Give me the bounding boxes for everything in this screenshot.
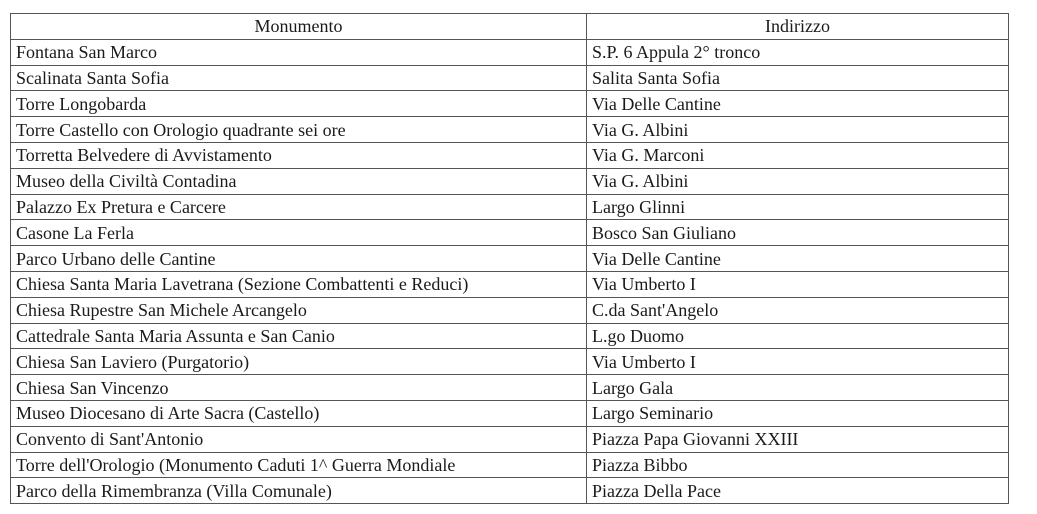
address-cell: Salita Santa Sofia — [587, 65, 1009, 91]
address-cell: C.da Sant'Angelo — [587, 297, 1009, 323]
address-cell: Via Delle Cantine — [587, 246, 1009, 272]
table-body — [11, 39, 1009, 503]
monument-cell: Chiesa San Laviero (Purgatorio) — [11, 349, 587, 375]
monument-cell: Parco della Rimembranza (Villa Comunale) — [11, 478, 587, 504]
monument-cell: Torre Castello con Orologio quadrante sei ore — [11, 117, 587, 143]
table-row — [11, 91, 1009, 117]
address-cell: Via Umberto I — [587, 349, 1009, 375]
monument-cell: Parco Urbano delle Cantine — [11, 246, 587, 272]
monument-cell: Museo della Civiltà Contadina — [11, 168, 587, 194]
monument-cell: Museo Diocesano di Arte Sacra (Castello) — [11, 400, 587, 426]
monuments-table-container — [10, 13, 1008, 504]
table-row — [11, 400, 1009, 426]
monument-cell: Torre Longobarda — [11, 91, 587, 117]
address-cell: Piazza Bibbo — [587, 452, 1009, 478]
monument-cell: Chiesa Santa Maria Lavetrana (Sezione Combattenti e Reduci) — [11, 271, 587, 297]
table-row — [11, 142, 1009, 168]
header-address: Indirizzo — [587, 14, 1009, 40]
address-cell: Largo Gala — [587, 375, 1009, 401]
table-row — [11, 194, 1009, 220]
table-row — [11, 452, 1009, 478]
table-row — [11, 117, 1009, 143]
address-cell: Piazza Della Pace — [587, 478, 1009, 504]
monument-cell: Palazzo Ex Pretura e Carcere — [11, 194, 587, 220]
table-header-row — [11, 14, 1009, 40]
table-row — [11, 297, 1009, 323]
table-row — [11, 426, 1009, 452]
address-cell: Via G. Albini — [587, 117, 1009, 143]
header-monument: Monumento — [11, 14, 587, 40]
monument-cell: Cattedrale Santa Maria Assunta e San Canio — [11, 323, 587, 349]
address-cell: Bosco San Giuliano — [587, 220, 1009, 246]
table-row — [11, 246, 1009, 272]
address-cell: Via G. Marconi — [587, 142, 1009, 168]
table-row — [11, 349, 1009, 375]
table-row — [11, 323, 1009, 349]
address-cell: S.P. 6 Appula 2° tronco — [587, 39, 1009, 65]
monument-cell: Casone La Ferla — [11, 220, 587, 246]
table-row — [11, 65, 1009, 91]
monument-cell: Convento di Sant'Antonio — [11, 426, 587, 452]
monument-cell: Chiesa San Vincenzo — [11, 375, 587, 401]
table-row — [11, 478, 1009, 504]
monument-cell: Scalinata Santa Sofia — [11, 65, 587, 91]
monument-cell: Torretta Belvedere di Avvistamento — [11, 142, 587, 168]
address-cell: Largo Glinni — [587, 194, 1009, 220]
monument-cell: Torre dell'Orologio (Monumento Caduti 1^ Guerra Mondiale — [11, 452, 587, 478]
address-cell: Largo Seminario — [587, 400, 1009, 426]
monument-cell: Chiesa Rupestre San Michele Arcangelo — [11, 297, 587, 323]
table-row — [11, 271, 1009, 297]
address-cell: Via Delle Cantine — [587, 91, 1009, 117]
table-row — [11, 220, 1009, 246]
table-row — [11, 168, 1009, 194]
monuments-table — [10, 13, 1009, 504]
address-cell: Piazza Papa Giovanni XXIII — [587, 426, 1009, 452]
table-row — [11, 39, 1009, 65]
table-row — [11, 375, 1009, 401]
monument-cell: Fontana San Marco — [11, 39, 587, 65]
address-cell: L.go Duomo — [587, 323, 1009, 349]
address-cell: Via G. Albini — [587, 168, 1009, 194]
address-cell: Via Umberto I — [587, 271, 1009, 297]
